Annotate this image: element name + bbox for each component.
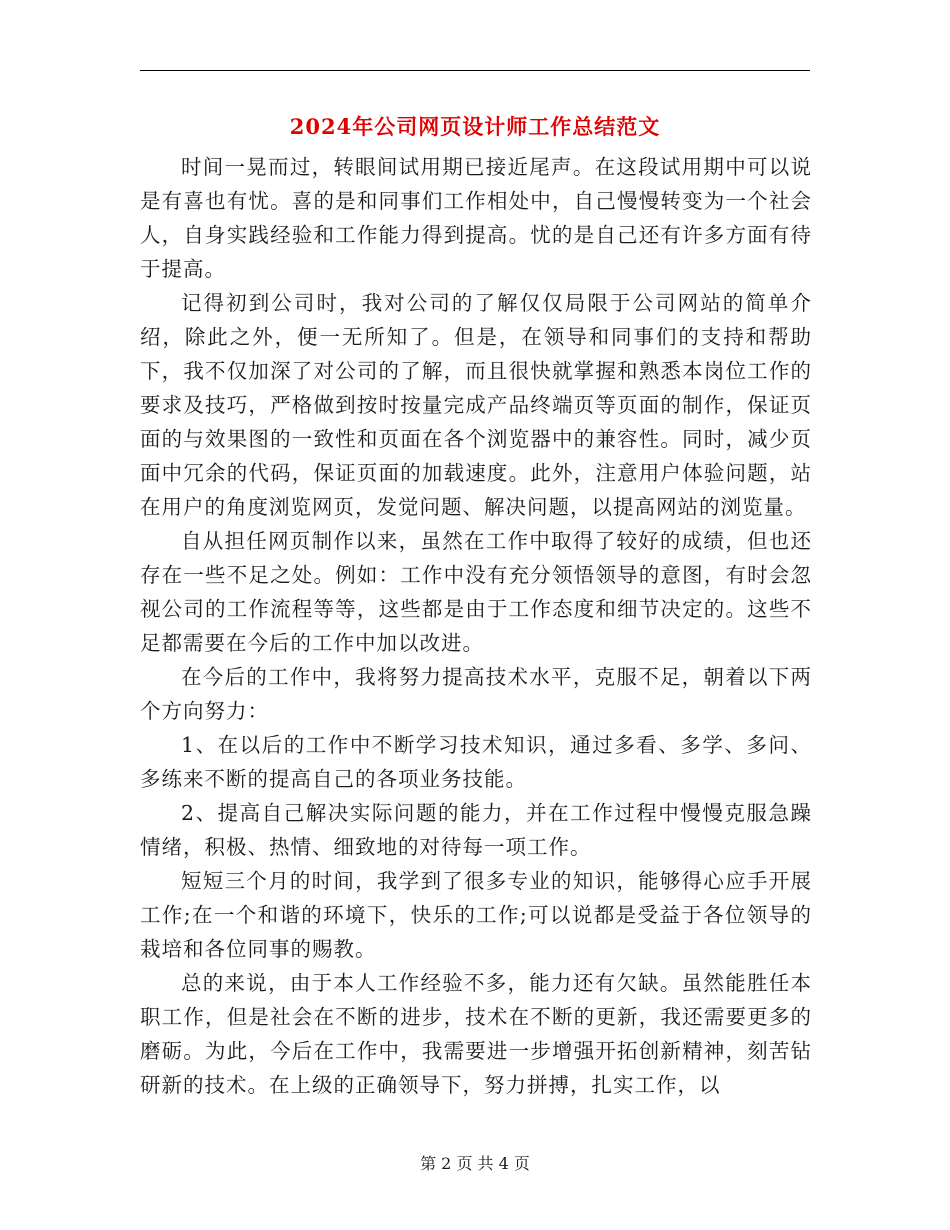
paragraph-intro: 时间一晃而过，转眼间试用期已接近尾声。在这段试用期中可以说是有喜也有忧。喜的是和同事们工作相处中，自己慢慢转变为一个社会人，自身实践经验和工作能力得到提高。忧的是自己还有许多方面有待于提高。 <box>140 155 812 281</box>
page-number-footer: 第 2 页 共 4 页 <box>420 1154 530 1173</box>
document-body <box>140 150 812 1102</box>
paragraph-future-directions: 在今后的工作中，我将努力提高技术水平，克服不足，朝着以下两个方向努力： <box>140 665 812 723</box>
list-item-1: 1、在以后的工作中不断学习技术知识，通过多看、多学、多问、多练来不断的提高自己的各项业务技能。 <box>140 733 812 791</box>
header-rule <box>140 70 810 71</box>
list-item-2: 2、提高自己解决实际问题的能力，并在工作过程中慢慢克服急躁情绪，积极、热情、细致地的对待每一项工作。 <box>140 801 812 859</box>
paragraph-three-months: 短短三个月的时间，我学到了很多专业的知识，能够得心应手开展工作;在一个和谐的环境下，快乐的工作;可以说都是受益于各位领导的栽培和各位同事的赐教。 <box>140 869 812 961</box>
document-title: 2024年公司网页设计师工作总结范文 <box>289 114 661 139</box>
paragraph-shortcomings: 自从担任网页制作以来，虽然在工作中取得了较好的成绩，但也还存在一些不足之处。例如：工作中没有充分领悟领导的意图，有时会忽视公司的工作流程等等，这些都是由于工作态度和细节决定的。这些不足都需要在今后的工作中加以改进。 <box>140 529 812 655</box>
paragraph-summary: 总的来说，由于本人工作经验不多，能力还有欠缺。虽然能胜任本职工作，但是社会在不断的进步，技术在不断的更新，我还需要更多的磨砺。为此，今后在工作中，我需要进一步增强开拓创新精神，刻苦钻研新的技术。在上级的正确领导下，努力拼搏，扎实工作，以 <box>140 971 812 1097</box>
paragraph-start-at-company: 记得初到公司时，我对公司的了解仅仅局限于公司网站的简单介绍，除此之外，便一无所知了。但是，在领导和同事们的支持和帮助下，我不仅加深了对公司的了解，而且很快就掌握和熟悉本岗位工作的要求及技巧，严格做到按时按量完成产品终端页等页面的制作，保证页面的与效果图的一致性和页面在各个浏览器中的兼容性。同时，减少页面中冗余的代码，保证页面的加载速度。此外，注意用户体验问题，站在用户的角度浏览网页，发觉问题、解决问题，以提高网站的浏览量。 <box>140 291 812 519</box>
